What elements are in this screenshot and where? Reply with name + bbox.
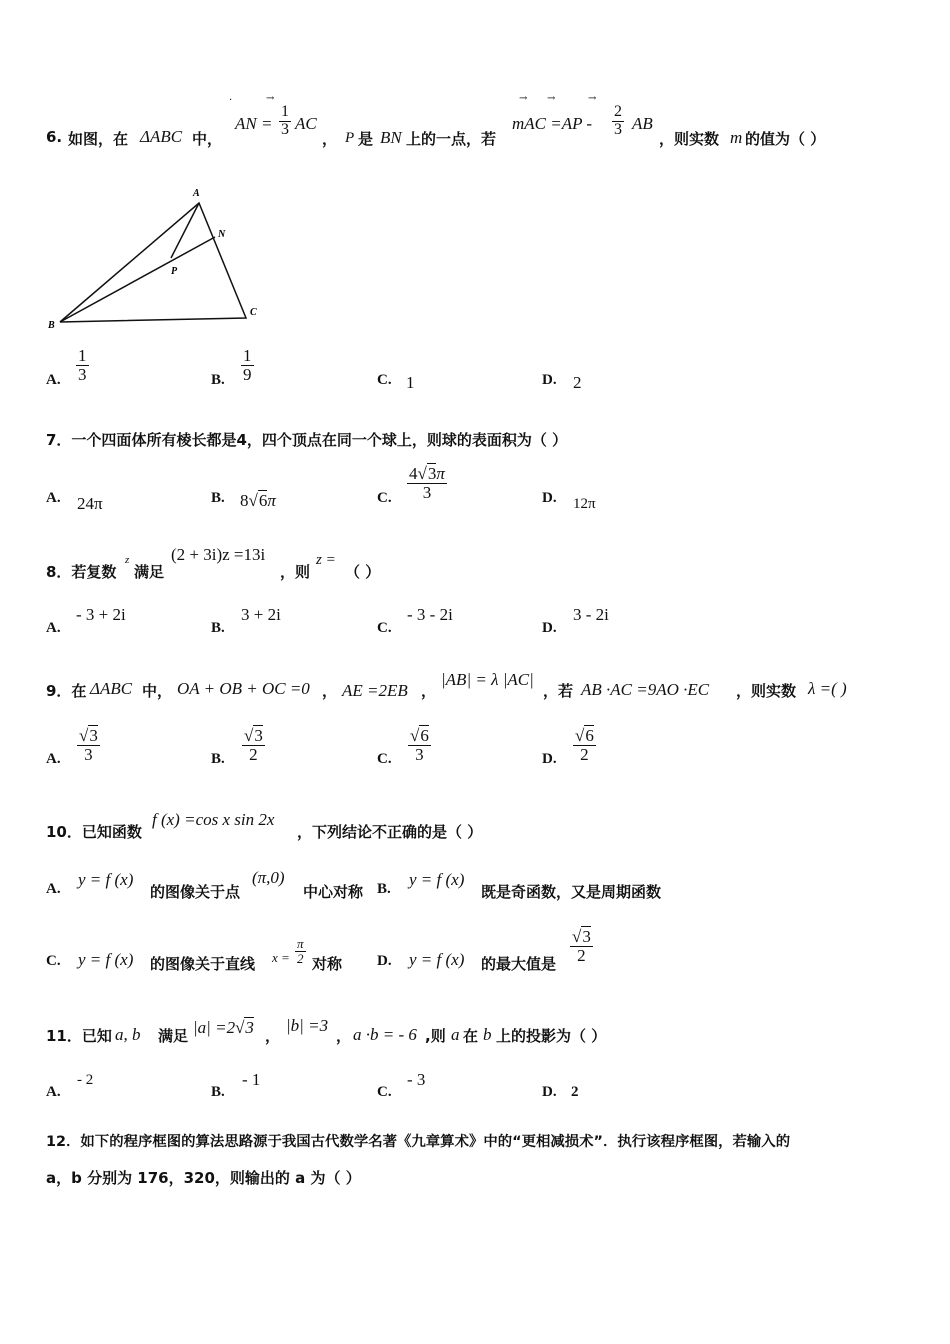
q9-equation-1: OA + OB + OC =0 bbox=[177, 679, 310, 698]
q11-a: a bbox=[451, 1025, 460, 1044]
q10-equation: f (x) =cos x sin 2x bbox=[152, 810, 275, 829]
q8-option-d-label: D. bbox=[542, 620, 557, 636]
q9-text-3: ，若 bbox=[543, 682, 574, 700]
q6-option-b-label: B. bbox=[211, 372, 225, 388]
q7-option-d-label: D. bbox=[542, 490, 557, 506]
q10-text-1: 10．已知函数 bbox=[46, 823, 142, 841]
q6-text-3: 是 bbox=[358, 130, 374, 148]
q6-option-c-label: C. bbox=[377, 372, 392, 388]
q6-m: m bbox=[730, 128, 743, 147]
triangle-figure bbox=[40, 180, 270, 340]
q9-text-1: 9．在 bbox=[46, 682, 87, 700]
q11-text-3: ,则 bbox=[425, 1027, 446, 1045]
figure-label-n: N bbox=[218, 229, 226, 240]
q6-option-a-value: $\frac{1}{3}$ bbox=[78, 346, 87, 384]
q11-equation-3: a ·b = - 6 bbox=[353, 1025, 417, 1044]
segment-bn bbox=[60, 237, 215, 322]
q10-option-a-point: (π,0) bbox=[252, 868, 285, 887]
q6-text-4: 上的一点，若 bbox=[406, 130, 497, 148]
q9-equation-2: AE =2EB bbox=[342, 681, 408, 700]
vector-arrow-mark: → bbox=[266, 93, 275, 104]
q7-option-c-label: C. bbox=[377, 490, 392, 506]
q11-sep-1: ， bbox=[265, 1027, 281, 1045]
vector-dot-mark: · bbox=[229, 95, 233, 106]
q7-option-a-label: A. bbox=[46, 490, 61, 506]
q8-option-b-label: B. bbox=[211, 620, 225, 636]
q9-option-a-value: $\frac{√3}{3}$ bbox=[79, 726, 98, 764]
q10-option-c-function: y = f (x) bbox=[78, 950, 134, 969]
q6-an-rhs: AC bbox=[295, 114, 317, 133]
vector-arrow-mark: → bbox=[588, 93, 597, 104]
q7-option-b-value: 8√6π bbox=[240, 491, 276, 510]
q9-triangle: ΔABC bbox=[90, 679, 133, 698]
q9-option-d-label: D. bbox=[542, 751, 557, 767]
q10-option-c-fraction: $\frac{\pi}{2}$ bbox=[297, 936, 304, 966]
q10-option-d-label: D. bbox=[377, 953, 392, 969]
q8-option-a-label: A. bbox=[46, 620, 61, 636]
q10-option-c-label: C. bbox=[46, 953, 61, 969]
q11-text-5: 上的投影为（ ） bbox=[496, 1027, 607, 1045]
q8-z: z bbox=[125, 554, 130, 566]
figure-label-a: A bbox=[193, 188, 200, 199]
q6-text-1: 如图，在 bbox=[68, 130, 129, 148]
q8-text-4: （ ） bbox=[345, 563, 381, 581]
q8-text-2: 满足 bbox=[134, 563, 165, 581]
q10-option-b-label: B. bbox=[377, 881, 391, 897]
q11-vectors: a, b bbox=[115, 1025, 141, 1044]
q9-option-c-label: C. bbox=[377, 751, 392, 767]
q6-bn: BN bbox=[380, 128, 402, 147]
q10-option-a-text-1: 的图像关于点 bbox=[150, 883, 241, 901]
q9-equation-3: |AB| = λ |AC| bbox=[441, 670, 534, 689]
q10-option-d-value: $\frac{√3}{2}$ bbox=[572, 927, 591, 965]
q10-option-d-text: 的最大值是 bbox=[481, 955, 557, 973]
q6-option-c-value: 1 bbox=[406, 373, 415, 392]
q6-text-2: 中， bbox=[192, 130, 223, 148]
vector-arrow-mark: → bbox=[519, 93, 528, 104]
q10-option-b-function: y = f (x) bbox=[409, 870, 465, 889]
triangle-outline bbox=[60, 203, 246, 322]
q8-equation-2: z = bbox=[316, 552, 336, 568]
q10-text-2: ，下列结论不正确的是（ ） bbox=[297, 823, 483, 841]
q6-text-5: ，则实数 bbox=[659, 130, 720, 148]
q7-option-b-label: B. bbox=[211, 490, 225, 506]
q11-text-4: 在 bbox=[463, 1027, 479, 1045]
q11-text-2: 满足 bbox=[158, 1027, 189, 1045]
figure-label-p: P bbox=[171, 266, 178, 277]
figure-label-c: C bbox=[250, 307, 257, 318]
q9-text-2: 中， bbox=[142, 682, 173, 700]
q10-option-c-text-1: 的图像关于直线 bbox=[150, 955, 256, 973]
q7-option-c-value: $\frac{4√3\pi}{3}$ bbox=[409, 464, 445, 502]
q11-option-b-value: - 1 bbox=[242, 1070, 261, 1089]
q9-equation-5: λ =( ) bbox=[808, 679, 847, 698]
q9-sep-1: ， bbox=[322, 682, 338, 700]
q9-text-4: ，则实数 bbox=[736, 682, 797, 700]
q11-option-c-label: C. bbox=[377, 1084, 392, 1100]
q6-option-b-value: $\frac{1}{9}$ bbox=[243, 346, 252, 384]
q6-option-a-label: A. bbox=[46, 372, 61, 388]
q9-option-b-label: B. bbox=[211, 751, 225, 767]
q11-equation-2: |b| =3 bbox=[286, 1016, 329, 1035]
q12-line-1: 12．如下的程序框图的算法思路源于我国古代数学名著《九章算术》中的“更相减损术”．执行该程序框图，若输入的 bbox=[46, 1134, 791, 1150]
q6-equation-rhs: AB bbox=[632, 114, 653, 133]
q9-option-c-value: $\frac{√6}{3}$ bbox=[410, 726, 429, 764]
q6-an-fraction: $\frac{1}{3}$ bbox=[281, 103, 289, 138]
q9-sep-2: ， bbox=[421, 682, 437, 700]
q10-option-a-label: A. bbox=[46, 881, 61, 897]
q6-comma: ， bbox=[322, 130, 338, 148]
q6-option-d-value: 2 bbox=[573, 373, 582, 392]
q6-an-lhs: AN = bbox=[235, 114, 273, 133]
q6-equation-lhs: mAC =AP - bbox=[512, 114, 593, 133]
q11-option-a-value: - 2 bbox=[77, 1072, 94, 1088]
q10-option-c-text-2: 对称 bbox=[312, 955, 343, 973]
q10-option-d-function: y = f (x) bbox=[409, 950, 465, 969]
q7-option-d-value: 12π bbox=[573, 496, 596, 512]
q10-option-c-x: x = bbox=[272, 950, 290, 965]
q6-number: 6. bbox=[46, 128, 63, 146]
q6-text-6: 的值为（ ） bbox=[745, 130, 826, 148]
q10-option-a-function: y = f (x) bbox=[78, 870, 134, 889]
q11-text-1: 11．已知 bbox=[46, 1027, 112, 1045]
segment-ap bbox=[171, 203, 199, 258]
q8-text-1: 8．若复数 bbox=[46, 563, 117, 581]
q11-option-c-value: - 3 bbox=[407, 1070, 426, 1089]
q8-option-c-value: - 3 - 2i bbox=[407, 605, 453, 624]
q9-option-a-label: A. bbox=[46, 751, 61, 767]
q11-option-a-label: A. bbox=[46, 1084, 61, 1100]
q11-equation-1: |a| =2√3 bbox=[193, 1018, 254, 1037]
q9-option-d-value: $\frac{√6}{2}$ bbox=[575, 726, 594, 764]
q10-option-a-text-2: 中心对称 bbox=[303, 883, 364, 901]
q11-b: b bbox=[483, 1025, 492, 1044]
figure-label-b: B bbox=[48, 320, 55, 331]
q8-option-a-value: - 3 + 2i bbox=[76, 605, 126, 624]
q12-line-2: a，b 分别为 176，320，则输出的 a 为（ ） bbox=[46, 1169, 361, 1187]
vector-arrow-mark: → bbox=[547, 93, 556, 104]
q6-equation-fraction: $\frac{2}{3}$ bbox=[614, 103, 622, 138]
q7-text: 7．一个四面体所有棱长都是4，四个顶点在同一个球上，则球的表面积为（ ） bbox=[46, 431, 568, 449]
q6-option-d-label: D. bbox=[542, 372, 557, 388]
q8-option-b-value: 3 + 2i bbox=[241, 605, 281, 624]
q6-point-p: P bbox=[345, 130, 355, 146]
q11-option-b-label: B. bbox=[211, 1084, 225, 1100]
q7-option-a-value: 24π bbox=[77, 494, 103, 513]
q10-option-b-text: 既是奇函数，又是周期函数 bbox=[481, 883, 662, 901]
q8-option-c-label: C. bbox=[377, 620, 392, 636]
q6-triangle: ΔABC bbox=[140, 127, 183, 146]
q9-option-b-value: $\frac{√3}{2}$ bbox=[244, 726, 263, 764]
q11-option-d-label: D. bbox=[542, 1084, 557, 1100]
q8-equation: (2 + 3i)z =13i bbox=[171, 545, 266, 564]
q11-sep-2: ， bbox=[336, 1027, 352, 1045]
q11-option-d-value: 2 bbox=[571, 1084, 579, 1100]
q8-option-d-value: 3 - 2i bbox=[573, 605, 609, 624]
q9-equation-4: AB ·AC =9AO ·EC bbox=[581, 680, 710, 699]
q8-text-3: ，则 bbox=[280, 563, 311, 581]
